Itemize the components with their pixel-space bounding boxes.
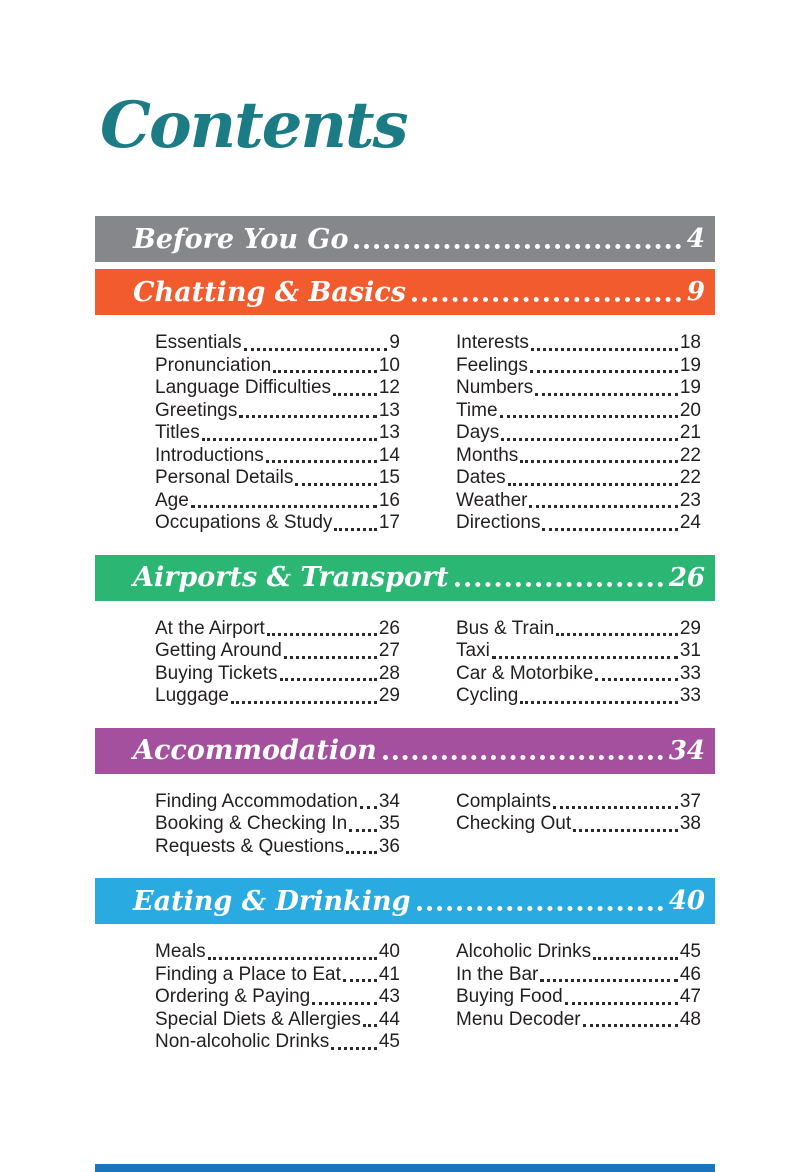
- section-entries: [95, 608, 715, 728]
- dotted-leader: [295, 483, 377, 486]
- section-page-number: 4: [686, 224, 705, 254]
- entry-label: Greetings: [155, 399, 238, 421]
- entry-label: Pronunciation: [155, 354, 272, 376]
- entry-label: Months: [456, 444, 519, 466]
- toc-entry: [155, 332, 400, 355]
- dotted-leader: [573, 829, 678, 832]
- section-page-number: 9: [686, 277, 705, 307]
- toc-entry: [155, 813, 400, 836]
- section-title: Eating & Drinking: [133, 885, 411, 917]
- entry-page-number: 31: [679, 640, 701, 661]
- dotted-leader: [595, 678, 678, 681]
- toc-entry: [456, 813, 701, 836]
- dotted-leader: [312, 1002, 377, 1005]
- dotted-leader: [333, 393, 377, 396]
- dotted-leader: [535, 393, 678, 396]
- entry-page-number: 10: [378, 354, 400, 376]
- dotted-leader: [520, 460, 678, 463]
- entry-page-number: 44: [378, 1008, 400, 1030]
- entry-page-number: 35: [378, 813, 400, 834]
- entry-page-number: 22: [679, 467, 701, 488]
- section-title: Before You Go: [133, 223, 349, 255]
- dotted-leader: [529, 505, 677, 508]
- entry-label: Numbers: [456, 377, 534, 398]
- dotted-leader: [231, 701, 377, 704]
- section-page-number: 26: [668, 562, 705, 593]
- toc-entry: [456, 964, 701, 987]
- entry-label: Directions: [456, 512, 541, 533]
- dotted-leader: [565, 1002, 678, 1005]
- toc-entry: [155, 640, 400, 663]
- entry-label: Finding a Place to Eat: [155, 963, 341, 985]
- toc-entry: [456, 422, 701, 445]
- entry-label: Taxi: [456, 640, 490, 661]
- dotted-leader: [346, 851, 377, 854]
- dotted-leader: [202, 438, 377, 441]
- section-banner: [95, 216, 715, 262]
- entry-page-number: 33: [679, 662, 701, 684]
- entry-label: At the Airport: [155, 617, 265, 639]
- toc-entry: [456, 332, 701, 355]
- dotted-leader: [593, 957, 678, 960]
- dotted-leader: [540, 979, 677, 982]
- section-title: Chatting & Basics: [133, 276, 406, 308]
- toc-entry: [155, 986, 400, 1009]
- toc-entry: [155, 422, 400, 445]
- dotted-leader: [331, 1047, 377, 1050]
- toc-entry: [155, 964, 400, 987]
- entry-page-number: 40: [378, 941, 400, 962]
- dotted-leader: [334, 528, 376, 531]
- entry-label: Essentials: [155, 332, 242, 353]
- toc-entry: [155, 618, 400, 641]
- entry-label: Finding Accommodation: [155, 790, 358, 812]
- dotted-leader: [354, 244, 680, 249]
- toc-entry: [155, 445, 400, 468]
- section-airports-transport: [95, 555, 715, 728]
- toc-entry: [155, 512, 400, 535]
- entry-page-number: 14: [378, 444, 400, 466]
- entry-page-number: 15: [378, 467, 400, 488]
- dotted-leader: [553, 806, 678, 809]
- toc-entry: [155, 355, 400, 378]
- entries-column-left: [155, 941, 400, 1054]
- toc-entry: [456, 490, 701, 513]
- entry-page-number: 12: [378, 377, 400, 398]
- toc-entry: [456, 986, 701, 1009]
- entry-label: Titles: [155, 422, 200, 443]
- section-page-number: 34: [668, 735, 705, 766]
- entry-label: Requests & Questions: [155, 835, 345, 857]
- entry-label: Weather: [456, 489, 528, 511]
- dotted-leader: [508, 483, 678, 486]
- entry-page-number: 22: [679, 444, 701, 466]
- toc-entry: [155, 1009, 400, 1032]
- entry-page-number: 29: [679, 617, 701, 639]
- entry-page-number: 37: [679, 790, 701, 812]
- entry-page-number: 45: [378, 1031, 400, 1052]
- entry-page-number: 26: [378, 617, 400, 639]
- entry-label: Ordering & Paying: [155, 986, 311, 1007]
- toc-entry: [155, 400, 400, 423]
- toc-entry: [155, 467, 400, 490]
- toc-entry: [155, 836, 400, 859]
- section-entries: [95, 931, 715, 1074]
- dotted-leader: [556, 633, 678, 636]
- entry-page-number: 46: [679, 963, 701, 985]
- section-page-number: 40: [668, 886, 705, 916]
- section-banner: [95, 728, 715, 774]
- entry-page-number: 13: [378, 422, 400, 443]
- toc-entry: [456, 445, 701, 468]
- section-accommodation: [95, 728, 715, 879]
- entry-page-number: 36: [378, 835, 400, 857]
- toc-entry: [456, 377, 701, 400]
- entries-column-left: [155, 332, 400, 535]
- dotted-leader: [531, 348, 678, 351]
- toc-entry: [155, 1031, 400, 1054]
- dotted-leader: [583, 1024, 678, 1027]
- entries-column-right: [456, 618, 701, 708]
- toc-entry: [155, 663, 400, 686]
- entry-label: Complaints: [456, 790, 552, 812]
- entry-label: Luggage: [155, 685, 229, 706]
- toc-entry: [456, 663, 701, 686]
- toc-entry: [456, 467, 701, 490]
- dotted-leader: [383, 755, 663, 760]
- entry-page-number: 28: [378, 662, 400, 684]
- section-title: Airports & Transport: [133, 562, 449, 593]
- dotted-leader: [455, 582, 663, 587]
- dotted-leader: [412, 297, 681, 302]
- entry-page-number: 43: [378, 986, 400, 1007]
- entry-label: Bus & Train: [456, 617, 555, 639]
- entries-column-left: [155, 791, 400, 859]
- dotted-leader: [267, 633, 377, 636]
- dotted-leader: [492, 656, 678, 659]
- entry-label: Time: [456, 399, 498, 421]
- entry-page-number: 9: [389, 332, 400, 353]
- dotted-leader: [542, 528, 677, 531]
- entry-label: Age: [155, 489, 189, 511]
- dotted-leader: [360, 806, 377, 809]
- dotted-leader: [530, 370, 678, 373]
- sections-container: [95, 216, 715, 1074]
- entry-page-number: 19: [679, 354, 701, 376]
- entry-label: Feelings: [456, 354, 528, 376]
- toc-entry: [456, 355, 701, 378]
- entry-label: Introductions: [155, 444, 264, 466]
- section-eating-drinking: [95, 878, 715, 1074]
- entry-page-number: 29: [378, 685, 400, 706]
- entries-column-right: [456, 791, 701, 859]
- dotted-leader: [244, 348, 388, 351]
- dotted-leader: [363, 1024, 377, 1027]
- entry-label: Cycling: [456, 685, 519, 706]
- dotted-leader: [417, 906, 663, 911]
- section-banner: [95, 878, 715, 924]
- entry-label: Dates: [456, 467, 506, 488]
- dotted-leader: [191, 505, 377, 508]
- toc-entry: [456, 1009, 701, 1032]
- entry-label: Days: [456, 422, 500, 443]
- dotted-leader: [280, 678, 377, 681]
- entry-label: Non-alcoholic Drinks: [155, 1031, 330, 1052]
- entry-page-number: 13: [378, 399, 400, 421]
- entries-column-left: [155, 618, 400, 708]
- section-entries: [95, 781, 715, 879]
- dotted-leader: [343, 979, 377, 982]
- entry-label: Personal Details: [155, 467, 294, 488]
- section-title: Accommodation: [133, 735, 377, 766]
- entry-page-number: 34: [378, 790, 400, 812]
- section-banner: [95, 555, 715, 601]
- entry-label: Menu Decoder: [456, 1008, 581, 1030]
- toc-entry: [155, 377, 400, 400]
- entry-page-number: 47: [679, 986, 701, 1007]
- entry-label: Car & Motorbike: [456, 662, 594, 684]
- entries-column-right: [456, 941, 701, 1054]
- section-banner: [95, 269, 715, 315]
- entry-page-number: 18: [679, 332, 701, 353]
- dotted-leader: [239, 415, 376, 418]
- toc-entry: [155, 490, 400, 513]
- entry-page-number: 33: [679, 685, 701, 706]
- entry-label: Occupations & Study: [155, 512, 333, 533]
- toc-entry: [155, 685, 400, 708]
- toc-entry: [456, 791, 701, 814]
- section-entries: [95, 322, 715, 555]
- entry-label: Buying Food: [456, 986, 563, 1007]
- section-before-you-go: [95, 216, 715, 262]
- entry-label: Getting Around: [155, 640, 282, 661]
- entry-label: Interests: [456, 332, 529, 353]
- entry-page-number: 21: [679, 422, 701, 443]
- entry-page-number: 16: [378, 489, 400, 511]
- next-section-banner-partial: [95, 1164, 715, 1172]
- entry-page-number: 17: [378, 512, 400, 533]
- entry-page-number: 24: [679, 512, 701, 533]
- entry-page-number: 27: [378, 640, 400, 661]
- toc-entry: [456, 400, 701, 423]
- dotted-leader: [520, 701, 678, 704]
- entry-label: Booking & Checking In: [155, 813, 348, 834]
- toc-entry: [155, 791, 400, 814]
- entry-page-number: 48: [679, 1008, 701, 1030]
- entries-column-right: [456, 332, 701, 535]
- dotted-leader: [284, 656, 377, 659]
- toc-entry: [155, 941, 400, 964]
- entry-page-number: 20: [679, 399, 701, 421]
- entry-label: Buying Tickets: [155, 662, 278, 684]
- entry-page-number: 19: [679, 377, 701, 398]
- entry-label: Special Diets & Allergies: [155, 1008, 361, 1030]
- toc-entry: [456, 685, 701, 708]
- toc-entry: [456, 618, 701, 641]
- entry-label: In the Bar: [456, 963, 539, 985]
- dotted-leader: [349, 829, 377, 832]
- dotted-leader: [273, 370, 377, 373]
- dotted-leader: [500, 415, 678, 418]
- entry-page-number: 41: [378, 963, 400, 985]
- dotted-leader: [266, 460, 377, 463]
- entry-page-number: 23: [679, 489, 701, 511]
- entry-label: Checking Out: [456, 813, 572, 834]
- entry-page-number: 38: [679, 813, 701, 834]
- entry-page-number: 45: [679, 941, 701, 962]
- toc-entry: [456, 512, 701, 535]
- entry-label: Meals: [155, 941, 206, 962]
- entry-label: Alcoholic Drinks: [456, 941, 592, 962]
- dotted-leader: [501, 438, 678, 441]
- dotted-leader: [208, 957, 377, 960]
- entry-label: Language Difficulties: [155, 377, 332, 398]
- toc-entry: [456, 941, 701, 964]
- page-title: Contents: [100, 88, 407, 163]
- section-chatting-basics: [95, 269, 715, 555]
- toc-entry: [456, 640, 701, 663]
